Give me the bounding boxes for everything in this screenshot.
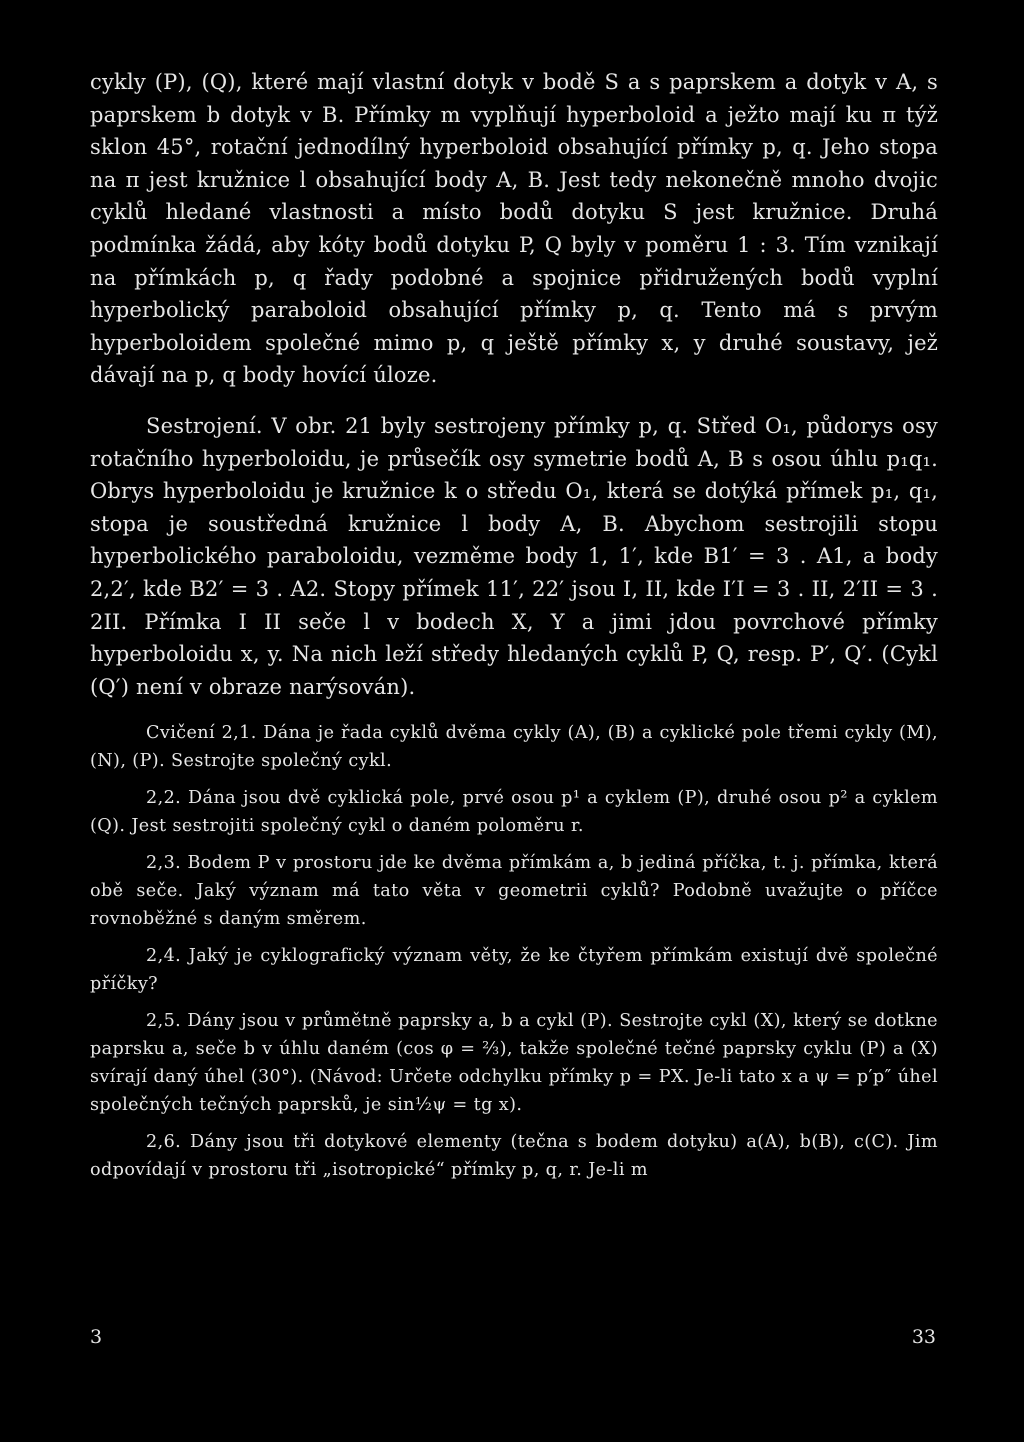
exercise-2-2: 2,2. Dána jsou dvě cyklická pole, prvé osou p¹ a cyklem (P), druhé osou p² a cyklem (Q). Jest sestrojiti společný cykl o daném poloměru r. (90, 788, 938, 837)
signature-mark: 3 (90, 1326, 103, 1348)
paragraph-construction: Sestrojení. V obr. 21 byly sestrojeny přímky p, q. Střed O₁, půdorys osy rotačního hyperboloidu, je průsečík osy symetrie bodů A, B s osou úhlu p₁q₁. Obrys hyperboloidu je kružnice k o středu O₁, která se dotýká přímek p₁, q₁, stopa je soustředná kružnice l body A, B. Abychom sestrojili stopu hyperbolického paraboloidu, vezměme body 1, 1′, kde B1′ = 3 . A1, a body 2,2′, kde B2′ = 3 . A2. Stopy přímek 11′, 22′ jsou I, II, kde I′I = 3 . II, 2′II = 3 . 2II. Přímka I II seče l v bodech X, Y a jimi jdou povrchové přímky hyperboloidu x, y. Na nich leží středy hledaných cyklů P, Q, resp. P′, Q′. (Cykl (Q′) není v obraze narýsován). (90, 413, 938, 699)
exercise-2-3: 2,3. Bodem P v prostoru jde ke dvěma přímkám a, b jediná příčka, t. j. přímka, která obě seče. Jaký význam má tato věta v geometrii cyklů? Podobně uvažujte o příčce rovnoběžné s daným směrem. (90, 853, 938, 930)
exercise-2-1: Cvičení 2,1. Dána je řada cyklů dvěma cykly (A), (B) a cyklické pole třemi cykly (M), (N), (P). Sestrojte společný cykl. (90, 723, 938, 772)
exercise-2-5: 2,5. Dány jsou v průmětně paprsky a, b a cykl (P). Sestrojte cykl (X), který se dotkne paprsku a, seče b v úhlu daném (cos φ = ⅔), takže společné tečné paprsky cyklu (P) a (X) svírají daný úhel (30°). (Návod: Určete odchylku přímky p = PX. Je-li tato x a ψ = p′p″ úhel společných tečných paprsků, je sin½ψ = tg x). (90, 1011, 938, 1116)
exercise-2-6: 2,6. Dány jsou tři dotykové elementy (tečna s bodem dotyku) a(A), b(B), c(C). Jim odpovídají v prostoru tři „isotropické“ přímky p, q, r. Je-li m (90, 1132, 938, 1181)
page-body (90, 66, 938, 1184)
page-number: 33 (911, 1326, 936, 1348)
exercise-2-4: 2,4. Jaký je cyklografický význam věty, že ke čtyřem přímkám existují dvě společné příčky? (90, 946, 938, 995)
paragraph-cycle-properties: cykly (P), (Q), které mají vlastní dotyk v bodě S a s paprskem a dotyk v A, s paprskem b dotyk v B. Přímky m vyplňují hyperboloid a ježto mají ku π týž sklon 45°, rotační jednodílný hyperboloid obsahující přímky p, q. Jeho stopa na π jest kružnice l obsahující body A, B. Jest tedy nekonečně mnoho dvojic cyklů hledané vlastnosti a místo bodů dotyku S jest kružnice. Druhá podmínka žádá, aby kóty bodů dotyku P, Q byly v poměru 1 : 3. Tím vznikají na přímkách p, q řady podobné a spojnice přidružených bodů vyplní hyperbolický paraboloid obsahující přímky p, q. Tento má s prvým hyperboloidem společné mimo p, q ještě přímky x, y druhé soustavy, jež dávají na p, q body hovící úloze. (90, 70, 938, 388)
